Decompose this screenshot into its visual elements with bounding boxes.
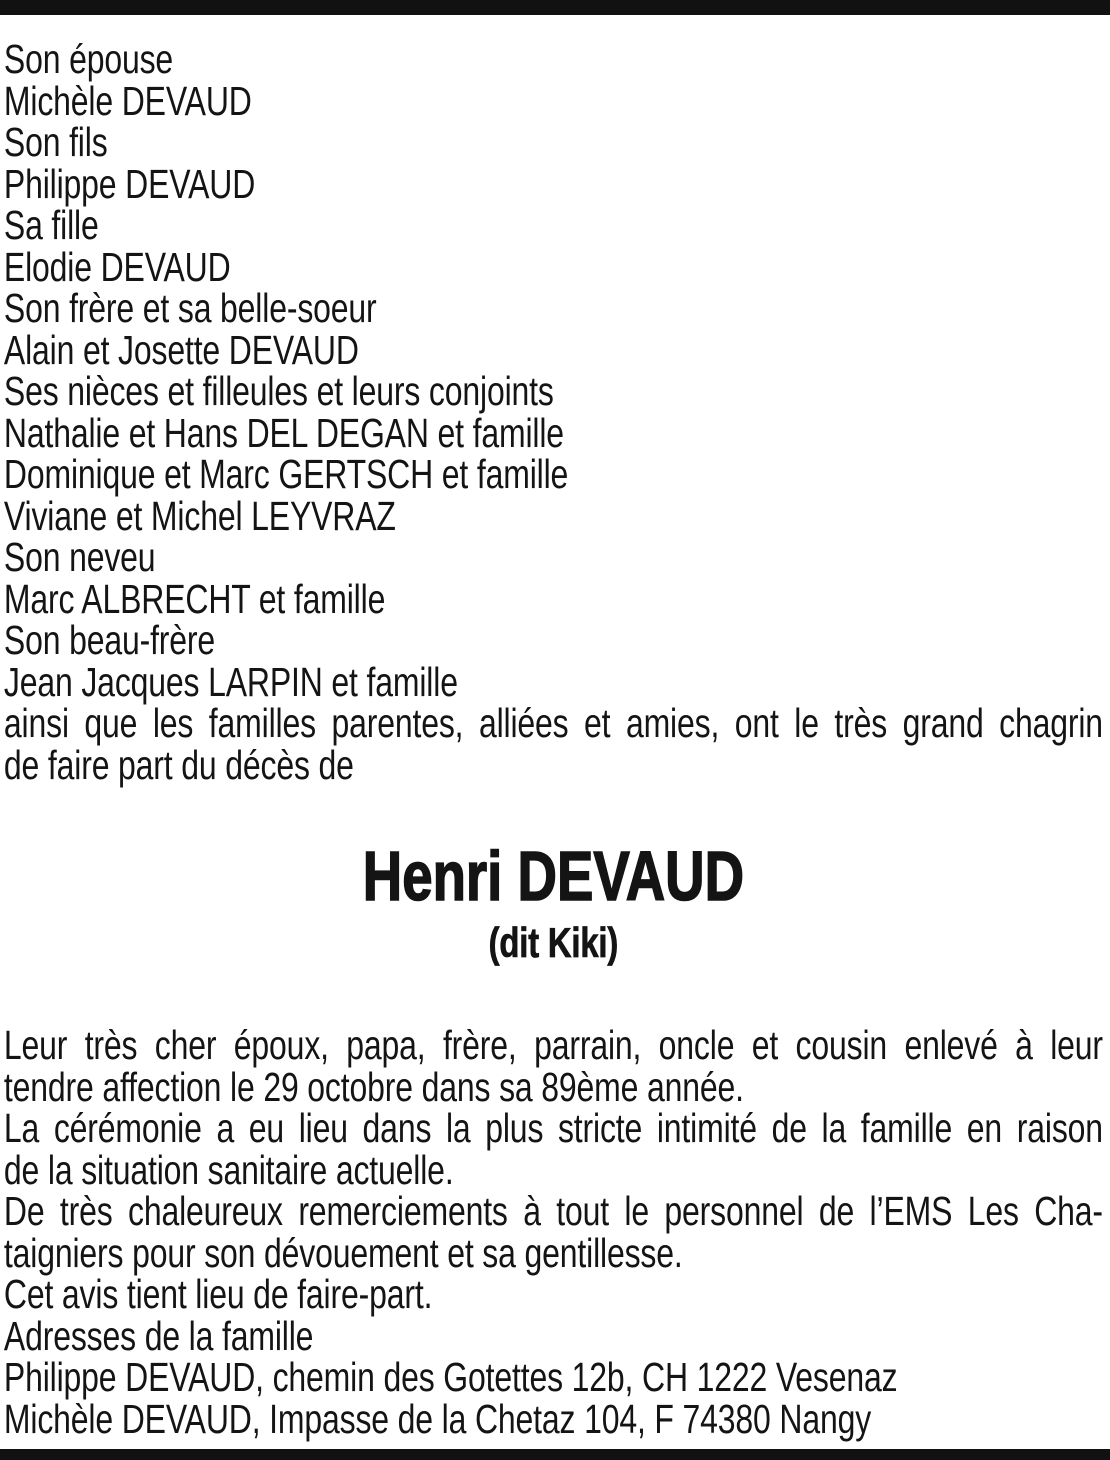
announcement-body <box>3 1022 1103 1442</box>
intro-line: de faire part du décès de <box>3 741 354 788</box>
body-line: taigniers pour son dévouement et sa gentillesse. <box>3 1229 683 1276</box>
notice-content-wrapper <box>0 36 1110 1442</box>
body-line: Philippe DEVAUD, chemin des Gotettes 12b, CH 1222 Vesenaz <box>3 1354 898 1400</box>
body-line: de la situation sanitaire actuelle. <box>3 1146 454 1193</box>
body-line: tendre affection le 29 octobre dans sa 89ème année. <box>3 1063 744 1110</box>
family-list-line: Michèle DEVAUD <box>3 77 252 124</box>
family-list-line: Viviane et Michel LEYVRAZ <box>3 492 396 539</box>
family-list-line: Son neveu <box>3 534 156 580</box>
family-list-line: Sa fille <box>3 202 99 248</box>
deceased-nickname: (dit Kiki) <box>488 919 619 966</box>
body-line: Michèle DEVAUD, Impasse de la Chetaz 104, F 74380 Nangy <box>3 1395 872 1442</box>
body-line: De très chaleureux remerciements à tout le personnel de l’EMS Les Cha- <box>3 1188 1103 1234</box>
body-line: Leur très cher époux, papa, frère, parrain, oncle et cousin enlevé à leur <box>3 1022 1103 1068</box>
bottom-border-bar <box>0 1449 1110 1460</box>
family-list-line: Philippe DEVAUD <box>3 160 256 207</box>
family-list-line: Marc ALBRECHT et famille <box>3 575 386 622</box>
family-list-line: Son épouse <box>3 36 174 82</box>
top-border-bar <box>0 0 1110 15</box>
intro-line: ainsi que les familles parentes, alliées et amies, ont le très grand chagrin <box>3 700 1103 746</box>
family-list-line: Alain et Josette DEVAUD <box>3 326 359 373</box>
family-list-line: Dominique et Marc GERTSCH et famille <box>3 451 569 497</box>
notice-content <box>0 36 1110 1442</box>
family-list-line: Jean Jacques LARPIN et famille <box>3 658 458 705</box>
family-list-line: Ses nièces et filleules et leurs conjoints <box>3 368 554 414</box>
family-list-line: Son fils <box>3 119 108 165</box>
family-list-line: Nathalie et Hans DEL DEGAN et famille <box>3 409 564 456</box>
intro-sentence <box>3 700 1103 788</box>
body-line: La cérémonie a eu lieu dans la plus stricte intimité de la famille en raison <box>3 1105 1103 1151</box>
family-list-line: Elodie DEVAUD <box>3 243 231 290</box>
family-list <box>3 36 1103 705</box>
deceased-name: Henri DEVAUD <box>362 837 745 915</box>
body-line: Adresses de la famille <box>3 1312 314 1359</box>
body-line: Cet avis tient lieu de faire-part. <box>3 1271 433 1317</box>
family-list-line: Son frère et sa belle-soeur <box>3 285 377 331</box>
family-list-line: Son beau-frère <box>3 617 216 663</box>
